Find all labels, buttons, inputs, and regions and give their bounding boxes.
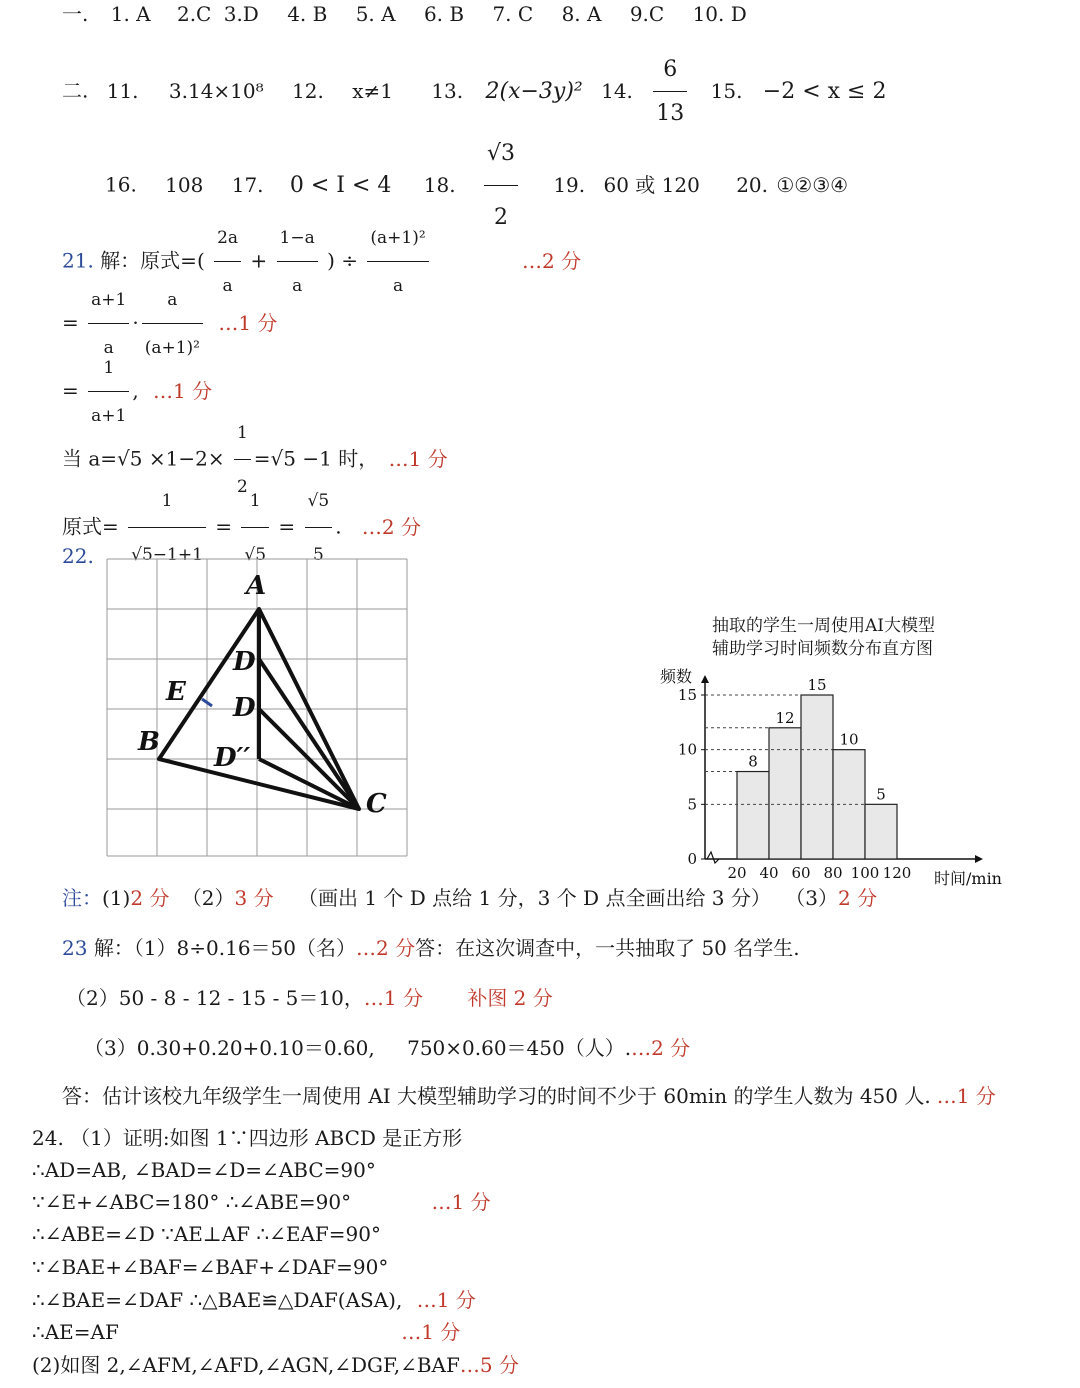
q14-denominator: 13	[656, 101, 685, 126]
q23-part1-answer: 答：在这次调查中，一共抽取了 50 名学生.	[415, 936, 800, 960]
y-tick-label: 10	[677, 740, 697, 759]
label-A: A	[246, 571, 267, 601]
section2-label: 二.	[62, 78, 89, 103]
q24-line3	[32, 1192, 491, 1212]
bar-value-label: 15	[807, 676, 827, 694]
q23-part1-calc: 解：（1）8÷0.16＝50（名）	[93, 936, 356, 960]
answer-6: 6. B	[423, 2, 465, 26]
y-axis-arrow	[701, 675, 709, 683]
den: a	[392, 276, 404, 296]
y-tick-label: 15	[677, 686, 697, 704]
y-tick-label: 0	[687, 850, 697, 868]
q21-number: 21.	[62, 248, 94, 273]
note-score3: 2 分	[837, 886, 878, 910]
x-tick-label: 40	[759, 864, 779, 882]
q23-score-1: …2 分	[356, 936, 416, 960]
x-tick-label: 100	[850, 864, 880, 882]
den: √5−1+1	[131, 545, 203, 565]
q18-number: 18.	[423, 172, 456, 197]
q24-score-4: …5 分	[459, 1353, 519, 1377]
equals-sign: =	[62, 310, 79, 335]
den: a	[292, 276, 303, 296]
q24-step6: ∴∠BAE=∠DAF ∴△BAE≌△DAF(ASA),	[32, 1288, 403, 1312]
q14-numerator: 6	[653, 50, 687, 92]
q12-number: 12.	[292, 78, 324, 103]
note-score2: 3 分	[234, 886, 274, 910]
answer-8: 8. A	[561, 2, 602, 26]
q18-numerator: √3	[484, 124, 518, 186]
q21-score-2: …1 分	[218, 310, 278, 335]
q22-number: 22.	[62, 544, 94, 568]
q23-number: 23	[62, 936, 88, 960]
q11-number: 11.	[106, 78, 139, 103]
answer-7: 7. C	[492, 2, 534, 26]
answer-5: 5. A	[355, 2, 396, 26]
q21-score-5: …2 分	[361, 514, 421, 539]
paren-open: (	[196, 248, 205, 273]
label-D-mid: D	[233, 693, 256, 723]
q15-answer: −2 < x ≤ 2	[762, 78, 887, 104]
point-labels	[137, 571, 387, 819]
answer-2: 2.C	[176, 2, 212, 26]
q23-line4	[62, 1086, 996, 1106]
q21-score-4: …1 分	[388, 446, 448, 471]
q23-line2	[66, 988, 553, 1008]
bar-value-label: 10	[839, 730, 859, 749]
q22-geometry-figure	[102, 554, 412, 862]
note-part3: （3）	[785, 886, 838, 910]
dot-sign: ·	[132, 310, 139, 335]
label-D-top: D	[233, 647, 256, 677]
num: 1	[88, 346, 129, 392]
y-axis-label: 频数	[660, 667, 693, 686]
plus-sign: +	[250, 248, 268, 273]
den: (a+1)²	[144, 338, 200, 358]
num: a	[142, 278, 203, 324]
q23-part3-calc: 750×0.60＝450（人）.	[407, 1036, 632, 1060]
note-score1: 2 分	[130, 886, 170, 910]
q24-line7	[32, 1322, 460, 1342]
substitution-result: =√5 −1 时，	[253, 446, 379, 471]
q24-step3: ∵∠E+∠ABC=180° ∴∠ABE=90°	[32, 1190, 352, 1214]
num: 2a	[214, 216, 241, 262]
q24-score-1: …1 分	[431, 1190, 491, 1214]
num: √5	[305, 476, 333, 528]
answer-10: 10. D	[692, 2, 747, 26]
x-axis-label: 时间/min	[934, 869, 1002, 888]
comma: ,	[132, 378, 139, 403]
answer-1: 1. A	[110, 2, 151, 26]
q16-answer: 108	[165, 172, 204, 197]
q24-line4: ∴∠ABE=∠D ∵AE⊥AF ∴∠EAF=90°	[32, 1222, 381, 1246]
q24-line5: ∵∠BAE+∠BAF=∠BAF+∠DAF=90°	[32, 1255, 389, 1279]
den: a	[103, 338, 114, 358]
num: 1−a	[277, 216, 318, 262]
den: 5	[312, 545, 324, 565]
y-tick-label: 5	[687, 795, 697, 814]
answer-4: 4. B	[287, 2, 328, 26]
q24-step7: ∴AE=AF	[32, 1320, 119, 1344]
q21-score-3: …1 分	[153, 378, 213, 403]
q24-line1: 24. （1）证明:如图 1∵四边形 ABCD 是正方形	[32, 1126, 463, 1150]
histogram-bar	[865, 804, 897, 859]
note-part1: (1)	[102, 886, 131, 910]
q22-note	[62, 888, 877, 908]
q15-number: 15.	[710, 78, 743, 103]
q21-prefix: 解：原式=	[100, 248, 197, 273]
q18-denominator: 2	[493, 205, 508, 230]
label-B: B	[138, 727, 160, 757]
histogram-bar	[769, 728, 801, 859]
q13-answer: 2(x−3y)²	[485, 78, 583, 104]
q23-part3-sum: （3）0.30+0.20+0.10＝0.60,	[84, 1036, 375, 1060]
equals-sign: =	[62, 378, 79, 403]
x-tick-label: 20	[727, 864, 747, 882]
q13-number: 13.	[431, 78, 464, 103]
q23-score-2: …1 分	[363, 986, 423, 1010]
q23-score-4: …1 分	[936, 1084, 996, 1108]
label-E: E	[166, 677, 186, 707]
q23-part2-calc: （2）50 - 8 - 12 - 15 - 5＝10，	[66, 986, 364, 1010]
equals-sign-2: =	[278, 514, 296, 539]
x-tick-label: 120	[882, 864, 912, 882]
q23-line3	[84, 1038, 690, 1058]
q24-score-2: …1 分	[416, 1288, 476, 1312]
q23-supplement-score: 补图 2 分	[467, 986, 553, 1010]
q20-answer: ①②③④	[776, 172, 849, 197]
q23-final-answer: 答：估计该校九年级学生一周使用 AI 大模型辅助学习的时间不少于 60min 的学生人数为 450 人.	[62, 1084, 931, 1108]
num: 1	[128, 476, 206, 528]
note-detail: （画出 1 个 D 点给 1 分，3 个 D 点全画出给 3 分）	[297, 886, 771, 910]
q20-number: 20.	[736, 172, 769, 197]
histogram-chart	[650, 662, 1030, 892]
histogram-bar	[801, 695, 833, 859]
equals-sign: =	[215, 514, 233, 539]
q24-part2: (2)如图 2,∠AFM,∠AFD,∠AGN,∠DGF,∠BAF	[32, 1353, 460, 1377]
q14-fraction	[653, 50, 687, 134]
num: 1	[234, 408, 251, 460]
bar-value-label: 5	[876, 785, 886, 804]
q11-answer: 3.14×10⁸	[168, 78, 264, 103]
q12-answer: x≠1	[352, 78, 393, 103]
q19-number: 19.	[553, 172, 586, 197]
q16-number: 16.	[105, 172, 137, 197]
q24-line2: ∴AD=AB, ∠BAD=∠D=∠ABC=90°	[32, 1158, 376, 1182]
q23-score-3: …2 分	[631, 1036, 691, 1060]
substitution-text: 当 a=√5 ×1−2×	[62, 446, 225, 471]
note-label: 注：	[62, 886, 102, 910]
den: √5	[244, 545, 267, 565]
label-C: C	[366, 789, 387, 819]
histogram-title-2: 辅助学习时间频数分布直方图	[712, 639, 933, 659]
den: 2	[236, 477, 248, 497]
q24-score-3: …1 分	[401, 1320, 461, 1344]
q21-score-1: …2 分	[522, 248, 582, 273]
fraction-a-plus-1-sq-over-a	[367, 216, 428, 308]
x-tick-label: 60	[791, 864, 811, 882]
histogram-title-1: 抽取的学生一周使用AI大模型	[712, 616, 935, 636]
divide-sign: ) ÷	[327, 248, 359, 273]
x-tick-label: 80	[823, 864, 843, 882]
result-prefix: 原式=	[62, 514, 119, 539]
section2-row1	[62, 50, 886, 134]
note-part2: （2）	[181, 886, 235, 910]
histogram-bar	[737, 772, 769, 859]
period: .	[335, 514, 342, 539]
den: a	[222, 276, 233, 296]
q23-line1	[62, 938, 800, 958]
q17-number: 17.	[231, 172, 264, 197]
num: a+1	[88, 278, 129, 324]
q24-line8	[32, 1355, 519, 1375]
num: (a+1)²	[367, 216, 428, 262]
bar-value-label: 12	[775, 708, 795, 727]
den: a+1	[91, 406, 127, 426]
section1-row	[62, 4, 747, 24]
axis-break	[707, 852, 719, 863]
q14-number: 14.	[601, 78, 633, 103]
q17-answer: 0 < I < 4	[289, 172, 392, 198]
num: 1	[241, 476, 269, 528]
q24-line6	[32, 1290, 476, 1310]
x-axis-arrow	[975, 855, 983, 863]
q19-answer: 60 或 120	[603, 172, 700, 197]
fraction-1-minus-a-over-a	[277, 216, 318, 308]
label-D-double-prime: D′′	[214, 743, 251, 773]
answer-9: 9.C	[629, 2, 665, 26]
section1-label: 一.	[62, 2, 89, 26]
answer-3: 3.D	[223, 2, 259, 26]
bar-value-label: 8	[748, 752, 758, 771]
